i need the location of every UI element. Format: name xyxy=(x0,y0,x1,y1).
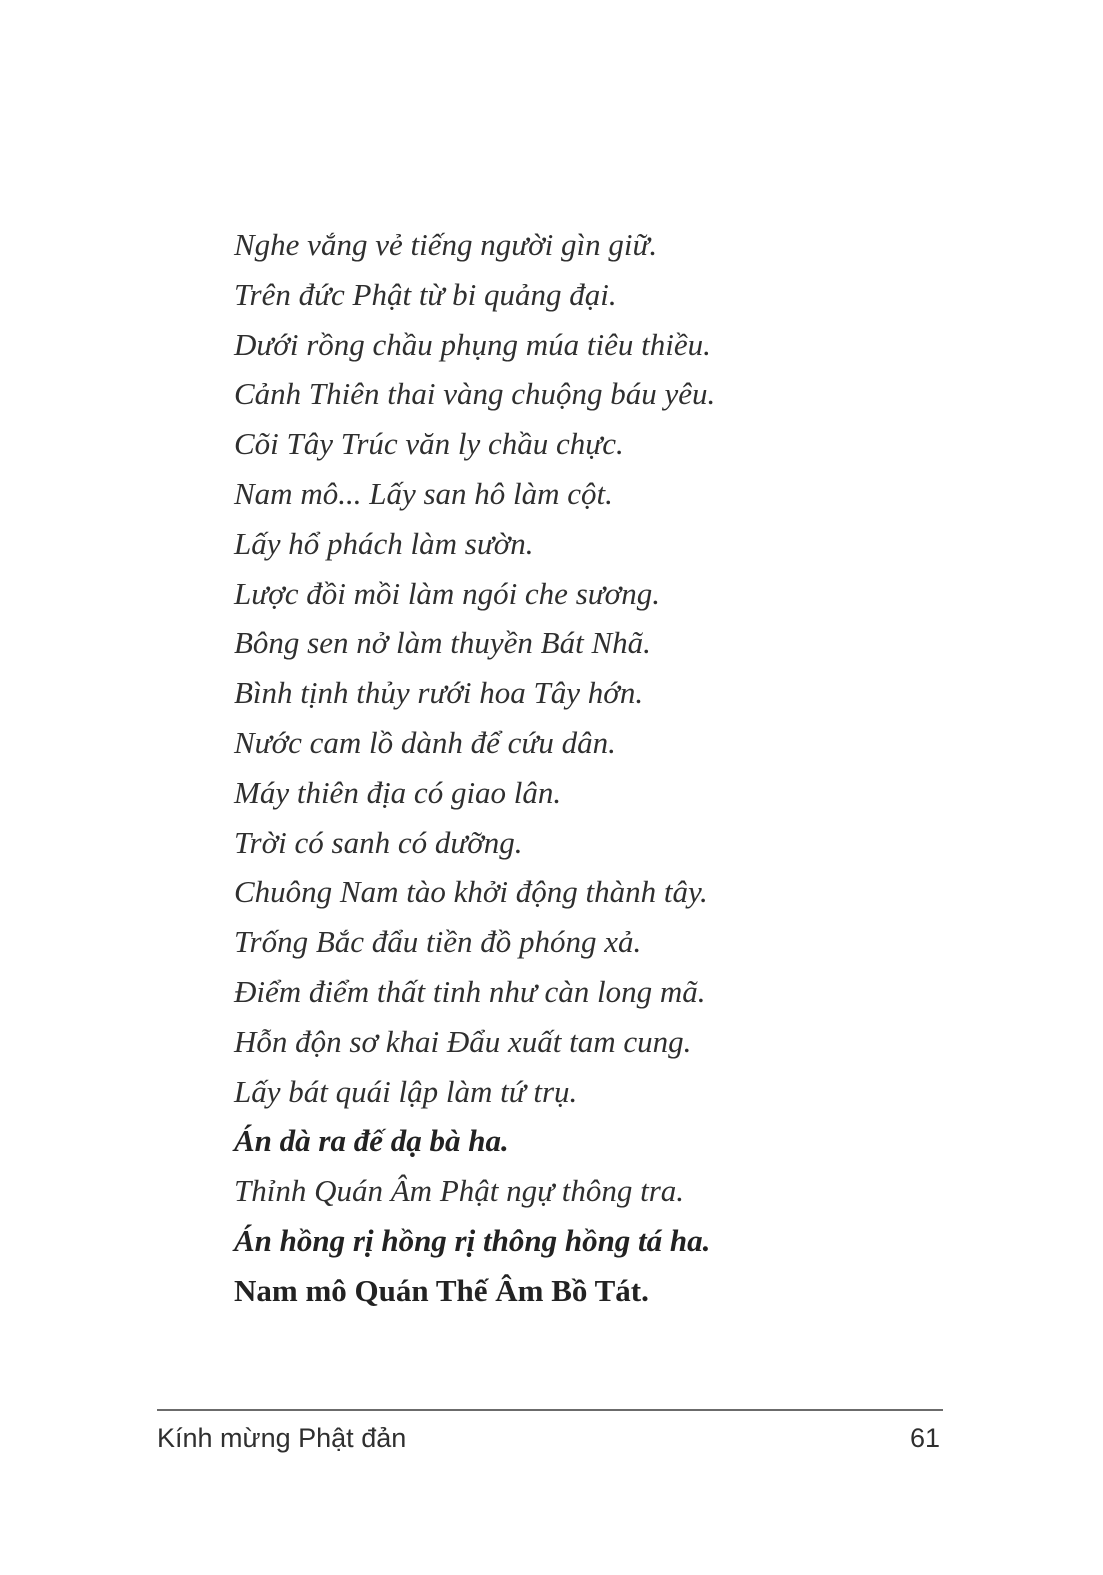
verse-line: Cõi Tây Trúc văn ly chầu chực. xyxy=(234,426,624,462)
verse-line: Nam mô... Lấy san hô làm cột. xyxy=(234,475,613,511)
mantra-line: Án hồng rị hồng rị thông hồng tá ha. xyxy=(234,1222,711,1258)
verse-line: Bình tịnh thủy rưới hoa Tây hớn. xyxy=(234,675,644,711)
verse-line: Cảnh Thiên thai vàng chuộng báu yêu. xyxy=(234,376,716,412)
verse-line: Trời có sanh có dưỡng. xyxy=(234,824,523,860)
page-number: 61 xyxy=(909,1423,940,1453)
verse-line: Dưới rồng chầu phụng múa tiêu thiều. xyxy=(234,326,711,362)
footer-divider xyxy=(157,1409,943,1411)
invocation-line: Nam mô Quán Thế Âm Bồ Tát. xyxy=(234,1272,649,1308)
mantra-line: Án dà ra đế dạ bà ha. xyxy=(234,1123,509,1159)
verse-line: Chuông Nam tào khởi động thành tây. xyxy=(234,874,708,910)
verse-line: Lược đồi mồi làm ngói che sương. xyxy=(234,575,660,611)
verse-line: Nghe vắng vẻ tiếng người gìn giữ. xyxy=(234,227,658,262)
verse-line: Điểm điểm thất tinh như càn long mã. xyxy=(234,973,706,1009)
verse-line: Bông sen nở làm thuyền Bát Nhã. xyxy=(234,625,651,661)
verse-line: Hỗn độn sơ khai Đẩu xuất tam cung. xyxy=(234,1023,692,1059)
verse-text xyxy=(234,220,715,1316)
verse-line: Lấy hổ phách làm sườn. xyxy=(234,525,534,561)
verse-line: Trống Bắc đẩu tiền đồ phóng xả. xyxy=(234,924,642,960)
footer-book-title: Kính mừng Phật đản xyxy=(157,1423,407,1453)
verse-line: Nước cam lồ dành để cứu dân. xyxy=(234,724,616,760)
verse-line: Thỉnh Quán Âm Phật ngự thông tra. xyxy=(234,1173,685,1209)
verse-line: Máy thiên địa có giao lân. xyxy=(234,774,562,810)
verse-line: Trên đức Phật từ bi quảng đại. xyxy=(234,276,617,312)
verse-line: Lấy bát quái lập làm tứ trụ. xyxy=(234,1073,578,1109)
